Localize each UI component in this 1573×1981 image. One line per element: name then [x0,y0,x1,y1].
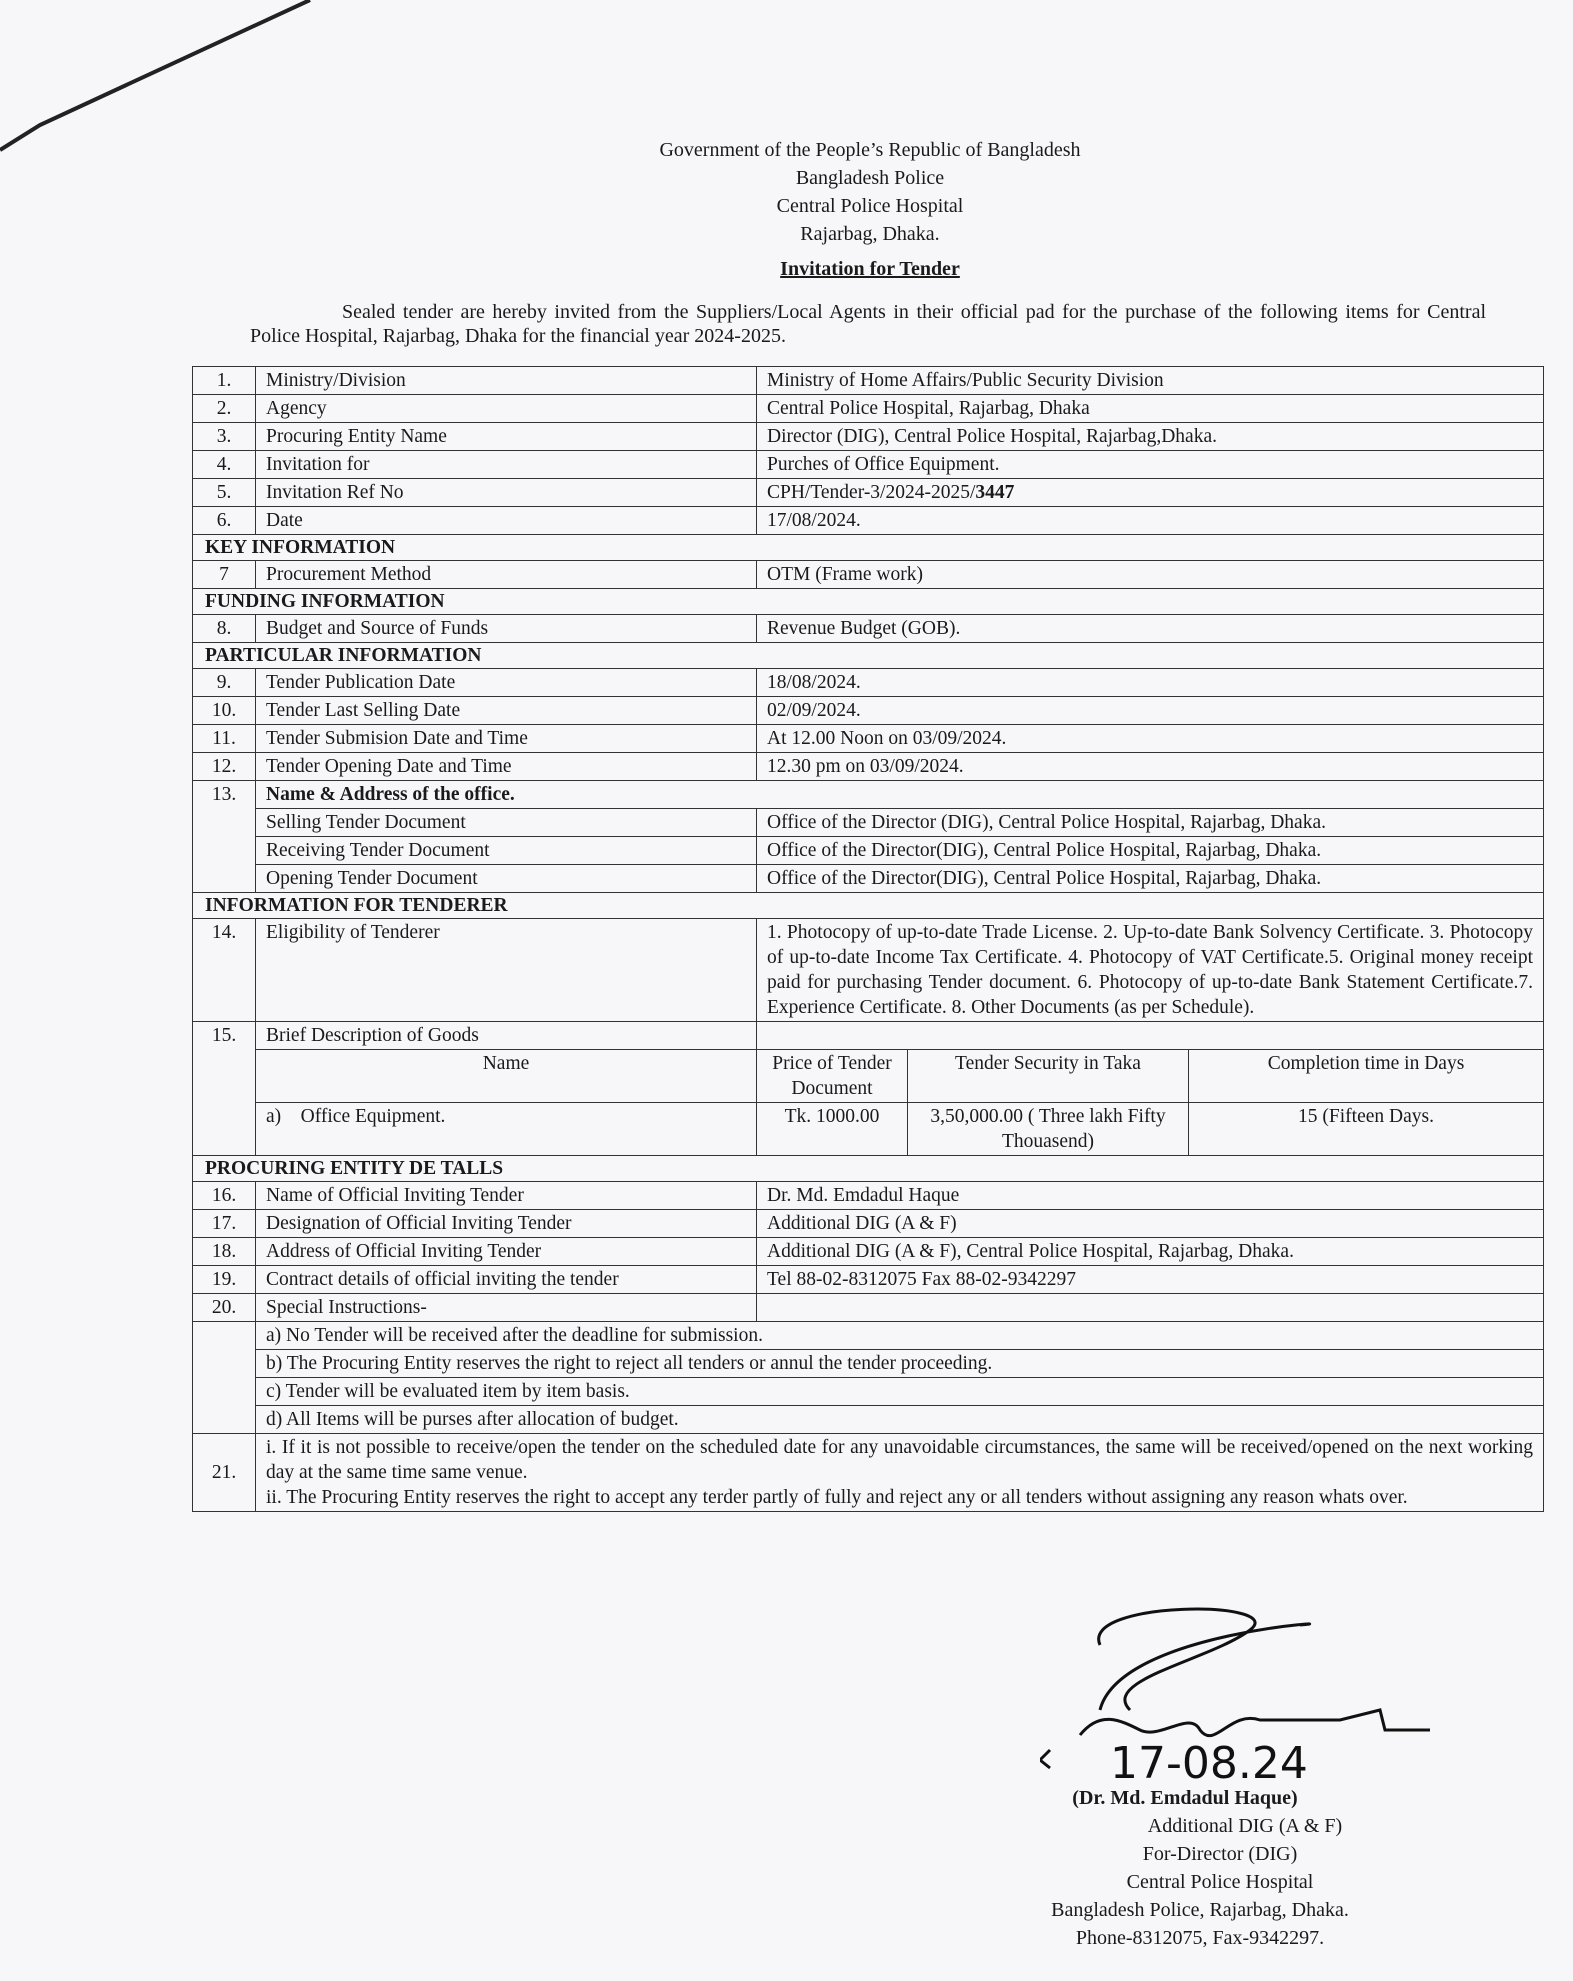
table-row [193,919,1544,1022]
row-number: 15. [193,1022,256,1156]
table-row [193,451,1544,479]
table-row [193,1210,1544,1238]
note-i: i. If it is not possible to receive/open the tender on the scheduled date for any unavoidable circumstances, the same will be received/opened on the next working day at the same time same venue. [266,1437,1533,1483]
table-row [193,1266,1544,1294]
row-number: 3. [193,423,256,451]
signatory-office: Central Police Hospital [1126,1871,1314,1893]
table-row [193,669,1544,697]
office-label: Opening Tender Document [256,865,757,893]
section-heading: PROCURING ENTITY DE TALLS [193,1156,1544,1182]
office-label: Selling Tender Document [256,809,757,837]
goods-header-price: Price of Tender Document [757,1050,908,1103]
section-row [193,535,1544,561]
table-row [193,1378,1544,1406]
table-row [193,507,1544,535]
signature-date: 17-08.24 [1110,1738,1308,1789]
row-value: Tel 88-02-8312075 Fax 88-02-9342297 [757,1266,1544,1294]
empty-cell [757,1022,1544,1050]
office-value: Office of the Director(DIG), Central Police Hospital, Rajarbag, Dhaka. [757,837,1544,865]
row-label: Tender Last Selling Date [256,697,757,725]
row-label: Address of Official Inviting Tender [256,1238,757,1266]
table-row [193,753,1544,781]
office-value: Office of the Director(DIG), Central Police Hospital, Rajarbag, Dhaka. [757,865,1544,893]
row-number: 21. [193,1434,256,1512]
row-value: Central Police Hospital, Rajarbag, Dhaka [757,395,1544,423]
table-row [193,1022,1544,1050]
row-value: Revenue Budget (GOB). [757,615,1544,643]
row-value: Additional DIG (A & F) [757,1210,1544,1238]
row-value: Dr. Md. Emdadul Haque [757,1182,1544,1210]
row-label: Contract details of official inviting the tender [256,1266,757,1294]
row-number: 17. [193,1210,256,1238]
table-row [193,615,1544,643]
row-label: Agency [256,395,757,423]
item-name: Office Equipment. [300,1106,446,1127]
header-hospital: Central Police Hospital [776,195,964,217]
row-label: Brief Description of Goods [256,1022,757,1050]
tender-table [192,366,1544,1512]
section-row [193,643,1544,669]
table-row [193,865,1544,893]
row-value: 18/08/2024. [757,669,1544,697]
table-row [193,1350,1544,1378]
table-row [193,1294,1544,1322]
table-row [193,423,1544,451]
header-location: Rajarbag, Dhaka. [800,223,940,245]
row-number: 2. [193,395,256,423]
header-government: Government of the People’s Republic of Bangladesh [659,139,1081,161]
signatory-address: Bangladesh Police, Rajarbag, Dhaka. [1051,1899,1349,1921]
table-row [193,781,1544,809]
row-number: 5. [193,479,256,507]
row-number: 4. [193,451,256,479]
row-number: 11. [193,725,256,753]
header-police: Bangladesh Police [795,167,945,189]
goods-header-name: Name [256,1050,757,1103]
row-number: 10. [193,697,256,725]
table-row [193,1322,1544,1350]
row-number: 13. [193,781,256,893]
note-ii: ii. The Procuring Entity reserves the right to accept any terder partly of fully and reject any or all tenders without assigning any reason whats over. [266,1487,1408,1508]
signatory-for: For-Director (DIG) [1142,1843,1298,1865]
goods-price: Tk. 1000.00 [757,1103,908,1156]
row-label: Tender Publication Date [256,669,757,697]
instruction: a) No Tender will be received after the deadline for submission. [256,1322,1544,1350]
table-row [193,725,1544,753]
row-number: 6. [193,507,256,535]
row-value: Director (DIG), Central Police Hospital, Rajarbag,Dhaka. [757,423,1544,451]
instruction: b) The Procuring Entity reserves the right to reject all tenders or annul the tender proceeding. [256,1350,1544,1378]
table-row [193,697,1544,725]
row-value: Ministry of Home Affairs/Public Security Division [757,367,1544,395]
table-row [193,1238,1544,1266]
row-label: Procurement Method [256,561,757,589]
ref-number: 3447 [975,482,1015,503]
signature-block [990,1784,1410,1952]
row-value [757,479,1544,507]
ref-prefix: CPH/Tender-3/2024-2025/ [767,482,976,503]
row-label: Designation of Official Inviting Tender [256,1210,757,1238]
row-label: Special Instructions- [256,1294,757,1322]
section-heading: PARTICULAR INFORMATION [193,643,1544,669]
row-number: 18. [193,1238,256,1266]
table-row [193,1182,1544,1210]
goods-item-name [256,1103,757,1156]
row-number: 9. [193,669,256,697]
row-number: 14. [193,919,256,1022]
row-value: Additional DIG (A & F), Central Police Hospital, Rajarbag, Dhaka. [757,1238,1544,1266]
section-heading: FUNDING INFORMATION [193,589,1544,615]
row-number: 16. [193,1182,256,1210]
row-label: Budget and Source of Funds [256,615,757,643]
goods-security: 3,50,000.00 ( Three lakh Fifty Thouasend) [908,1103,1189,1156]
row-number: 19. [193,1266,256,1294]
table-row [193,367,1544,395]
row-value: Purches of Office Equipment. [757,451,1544,479]
row-label: Eligibility of Tenderer [256,919,757,1022]
row-label: Invitation for [256,451,757,479]
office-label: Receiving Tender Document [256,837,757,865]
section-row [193,589,1544,615]
goods-header-security: Tender Security in Taka [908,1050,1189,1103]
row-value: OTM (Frame work) [757,561,1544,589]
row-value: At 12.00 Noon on 03/09/2024. [757,725,1544,753]
empty-cell [193,1322,256,1434]
signature [1040,1590,1460,1790]
table-row [193,1103,1544,1156]
table-row [193,837,1544,865]
section-row [193,893,1544,919]
row-value [757,1294,1544,1322]
row-label: Ministry/Division [256,367,757,395]
signatory-designation: Additional DIG (A & F) [1147,1815,1343,1837]
section-row [193,1156,1544,1182]
row-label: Tender Opening Date and Time [256,753,757,781]
section-heading: KEY INFORMATION [193,535,1544,561]
goods-header-time: Completion time in Days [1189,1050,1544,1103]
instruction: d) All Items will be purses after allocation of budget. [256,1406,1544,1434]
row-number: 7 [193,561,256,589]
table-row [193,1406,1544,1434]
intro-paragraph: Sealed tender are hereby invited from the Suppliers/Local Agents in their official pad for the purchase of the following items for Central Police Hospital, Rajarbag, Dhaka for the financial year 2024-2025. [250,301,1486,347]
document-header [0,136,1573,248]
row-value: 02/09/2024. [757,697,1544,725]
row-number: 12. [193,753,256,781]
signatory-name: (Dr. Md. Emdadul Haque) [1072,1787,1298,1809]
row-label: Invitation Ref No [256,479,757,507]
signatory-phone: Phone-8312075, Fax-9342297. [1075,1927,1325,1949]
table-row [193,1434,1544,1512]
table-row [193,395,1544,423]
row-label: Procuring Entity Name [256,423,757,451]
goods-time: 15 (Fifteen Days. [1189,1103,1544,1156]
table-row [193,1050,1544,1103]
row-label: Name & Address of the office. [256,781,1544,809]
row-number: 8. [193,615,256,643]
item-index: a) [266,1106,282,1127]
section-heading: INFORMATION FOR TENDERER [193,893,1544,919]
office-value: Office of the Director (DIG), Central Police Hospital, Rajarbag, Dhaka. [757,809,1544,837]
eligibility-list: 1. Photocopy of up-to-date Trade License. 2. Up-to-date Bank Solvency Certificate. 3. Photocopy of up-to-date Income Tax Certificate. 4. Photocopy of VAT Certificate.5. Original money receipt paid for purchasing Tender document. 6. Photocopy of up-to-date Bank Statement Certificate.7. Experience Certificate. 8. Other Documents (as per Schedule). [757,919,1544,1022]
table-row [193,561,1544,589]
table-row [193,809,1544,837]
row-label: Name of Official Inviting Tender [256,1182,757,1210]
row-label: Tender Submision Date and Time [256,725,757,753]
document-title: Invitation for Tender [780,258,960,280]
row-number: 20. [193,1294,256,1322]
row-value: 17/08/2024. [757,507,1544,535]
row-21-notes [256,1434,1544,1512]
instruction: c) Tender will be evaluated item by item basis. [256,1378,1544,1406]
row-number: 1. [193,367,256,395]
table-row [193,479,1544,507]
row-value: 12.30 pm on 03/09/2024. [757,753,1544,781]
row-label: Date [256,507,757,535]
